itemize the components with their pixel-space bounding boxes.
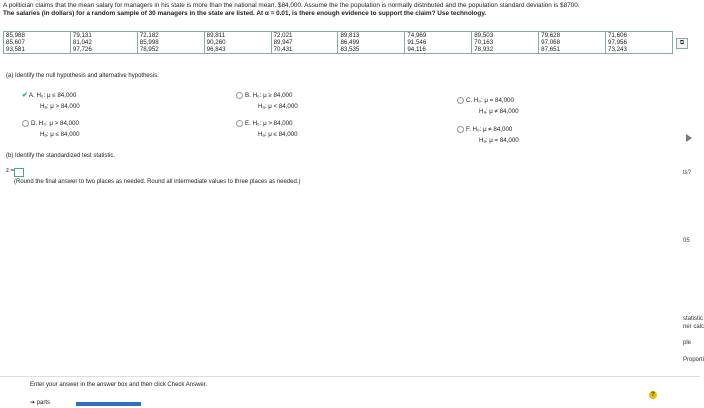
table-cell: 97,068 — [539, 39, 606, 46]
radio-icon[interactable] — [236, 92, 243, 99]
help-icon[interactable]: ? — [649, 391, 657, 399]
copy-data-button[interactable]: ⧉ — [676, 38, 688, 49]
option-h0: H₀: μ ≤ 84,000 — [36, 92, 77, 99]
option-h0: H₀: μ > 84,000 — [38, 120, 79, 127]
table-cell: 79,131 — [70, 32, 137, 40]
part-a-question: (a) Identify the null hypothesis and alternative hypothesis. — [6, 73, 159, 79]
table-cell: 96,843 — [204, 46, 271, 54]
option-d[interactable] — [22, 118, 80, 140]
option-h0: H₀: μ > 84,000 — [252, 120, 293, 127]
table-cell: 83,535 — [338, 46, 405, 54]
option-ha: Hₐ: μ < 84,000 — [258, 103, 298, 110]
checkmark-icon: ✔ — [22, 92, 28, 99]
parts-text: parts — [36, 400, 51, 406]
option-ha: Hₐ: μ > 84,000 — [40, 103, 80, 110]
table-cell: 73,243 — [606, 46, 673, 54]
table-cell: 72,021 — [271, 32, 338, 40]
table-cell: 85,607 — [4, 39, 71, 46]
option-letter: F. — [466, 126, 471, 133]
problem-line-1: A politician claims that the mean salary for managers in his state is more than the national mean, $84,000. Assume the the population is normally distributed and the population standard deviation is $8700. — [3, 2, 580, 9]
z-label: z = — [6, 168, 15, 174]
option-letter: B. — [245, 92, 251, 99]
option-h0: H₀: μ ≥ 84,000 — [252, 92, 293, 99]
table-cell: 72,182 — [137, 32, 204, 40]
option-h0: H₀: μ = 84,000 — [473, 97, 514, 104]
table-cell: 86,499 — [338, 39, 405, 46]
option-letter: C. — [466, 97, 473, 104]
table-cell: 70,431 — [271, 46, 338, 54]
progress-fill — [76, 402, 141, 406]
footer-instruction: Enter your answer in the answer box and then click Check Answer. — [30, 382, 208, 388]
radio-icon[interactable] — [22, 120, 29, 127]
option-h0: H₀: μ ≠ 84,000 — [472, 126, 513, 133]
table-cell: 74,969 — [405, 32, 472, 40]
table-cell: 85,998 — [137, 39, 204, 46]
table-cell: 89,503 — [472, 32, 539, 40]
table-cell: 79,628 — [539, 32, 606, 40]
problem-line-2: The salaries (in dollars) for a random sample of 30 managers in the state are listed. At α = 0.01, is there enough evidence to support the claim? Use technology. — [3, 10, 487, 17]
option-b[interactable] — [236, 90, 298, 112]
table-cell: 71,606 — [606, 32, 673, 40]
right-panel-item[interactable]: statistic — [683, 316, 704, 322]
table-cell: 97,956 — [606, 39, 673, 46]
option-letter: D. — [31, 120, 38, 127]
table-cell: 70,163 — [472, 39, 539, 46]
right-panel-item[interactable]: 05 — [683, 238, 690, 244]
parts-label — [30, 399, 50, 406]
table-cell: 89,813 — [338, 32, 405, 40]
table-cell: 85,988 — [4, 32, 71, 40]
panel-arrow-icon[interactable] — [686, 134, 692, 142]
radio-icon[interactable] — [457, 126, 464, 133]
rounding-note: (Round the final answer to two places as needed. Round all intermediate values to three places as needed.) — [14, 179, 301, 185]
table-cell: 91,546 — [405, 39, 472, 46]
option-ha: Hₐ: μ ≤ 84,000 — [40, 131, 80, 138]
arrow-icon: ➔ — [30, 400, 37, 406]
salary-table — [3, 31, 673, 54]
table-cell: 89,811 — [204, 32, 271, 40]
radio-icon[interactable] — [236, 120, 243, 127]
table-cell: 93,581 — [4, 46, 71, 54]
table-cell: 87,651 — [539, 46, 606, 54]
option-a[interactable] — [22, 90, 80, 112]
table-row — [4, 32, 673, 40]
table-row — [4, 46, 673, 54]
table-cell: 97,726 — [70, 46, 137, 54]
radio-icon[interactable] — [457, 97, 464, 104]
table-row — [4, 39, 673, 46]
option-e[interactable] — [236, 118, 298, 140]
option-c[interactable] — [457, 95, 519, 117]
part-b-question: (b) Identify the standardized test statistic. — [6, 153, 116, 159]
table-cell: 78,932 — [472, 46, 539, 54]
table-cell: 81,042 — [70, 39, 137, 46]
table-cell: 78,952 — [137, 46, 204, 54]
right-panel-item[interactable]: Proporti — [683, 357, 704, 363]
parts-progress-bar — [76, 402, 141, 406]
option-letter: A. — [28, 92, 35, 99]
right-panel-item[interactable]: ner calc — [683, 324, 704, 330]
option-ha: Hₐ: μ ≠ 84,000 — [479, 108, 519, 115]
footer-divider — [0, 376, 700, 377]
option-ha: Hₐ: μ = 84,000 — [479, 137, 519, 144]
table-cell: 89,947 — [271, 39, 338, 46]
table-cell: 90,260 — [204, 39, 271, 46]
option-letter: E. — [245, 120, 251, 127]
table-cell: 94,116 — [405, 46, 472, 54]
option-f[interactable] — [457, 124, 519, 146]
problem-statement — [3, 2, 693, 18]
option-ha: Hₐ: μ ≤ 84,000 — [258, 131, 298, 138]
right-panel-item[interactable]: ple — [683, 340, 692, 346]
right-panel-item[interactable]: ts? — [683, 170, 692, 176]
z-answer-input[interactable] — [14, 168, 24, 177]
